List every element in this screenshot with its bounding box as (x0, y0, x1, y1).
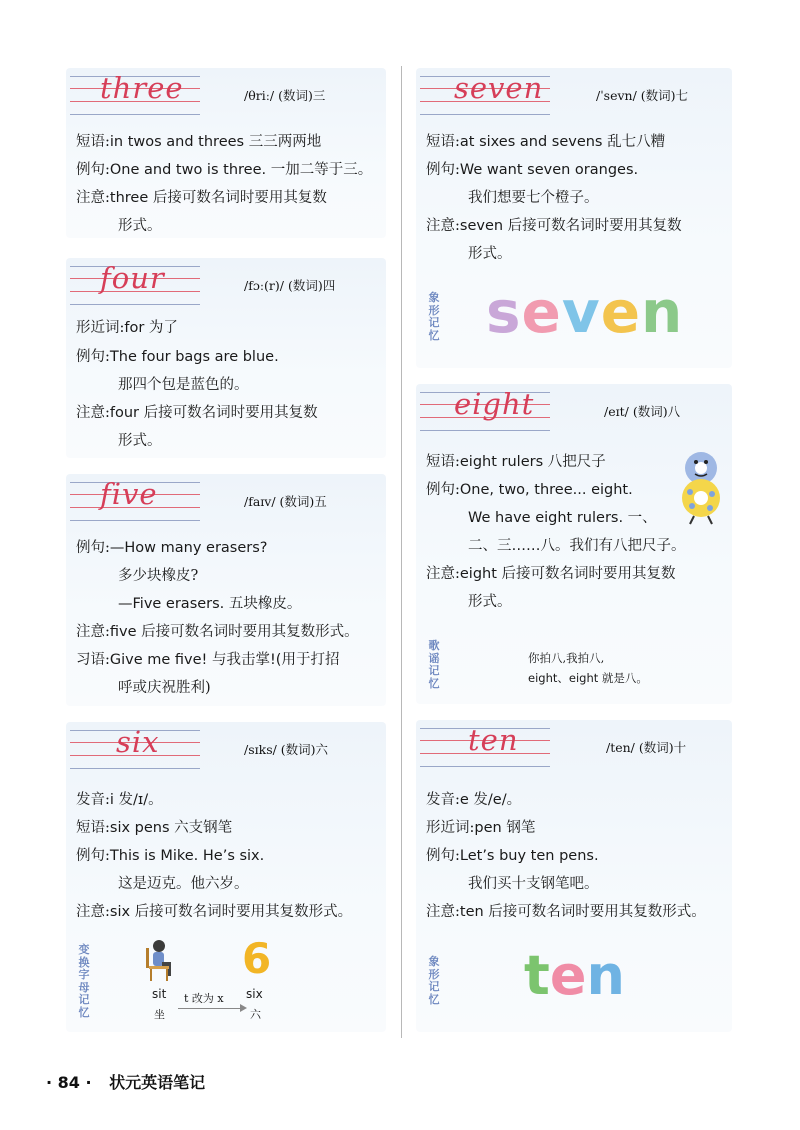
phonetic: /sɪks/ (数词)六 (244, 742, 329, 757)
entry-four (66, 258, 386, 458)
entry-line: 多少块橡皮? (118, 568, 199, 584)
entry-line: 例句:We want seven oranges. (426, 162, 639, 178)
entry-line: 注意:ten 后接可数名词时要用其复数形式。 (426, 904, 706, 920)
entry-line: 例句:Let’s buy ten pens. (426, 848, 599, 864)
ten-art-word: ten (524, 944, 625, 1007)
phonetic: /ˈsevn/ (数词)七 (596, 88, 689, 103)
to-word: six (246, 987, 263, 1001)
entry-line: 形式。 (118, 218, 162, 234)
entry-line: We have eight rulers. 一、 (468, 510, 657, 526)
entry-line: 注意:seven 后接可数名词时要用其复数 (426, 218, 682, 234)
memory-label: 象形记忆 (428, 955, 440, 1006)
entry-line: 注意:five 后接可数名词时要用其复数形式。 (76, 624, 359, 640)
arrow-line (178, 1008, 244, 1009)
entry-line: 形近词:pen 钢笔 (426, 820, 536, 836)
entry-line: 例句:The four bags are blue. (76, 349, 279, 365)
entry-seven (416, 68, 732, 368)
entry-line: 例句:One and two is three. 一加二等于三。 (76, 162, 373, 178)
memory-label: 象形记忆 (428, 291, 440, 342)
entry-six (66, 722, 386, 1032)
entry-line: 短语:six pens 六支钢笔 (76, 820, 233, 836)
memory-label: 歌谣记忆 (428, 639, 440, 690)
to-meaning: 六 (250, 1008, 261, 1021)
entry-line: 形近词:for 为了 (76, 320, 178, 336)
entry-five (66, 474, 386, 706)
headword: six (116, 725, 160, 759)
entry-line: 注意:eight 后接可数名词时要用其复数 (426, 566, 676, 582)
entry-line: 形式。 (468, 246, 512, 262)
entry-line: 发音:e 发/e/。 (426, 792, 522, 808)
headword: four (100, 261, 165, 295)
headword: eight (454, 387, 535, 421)
entry-six-header (66, 722, 386, 774)
seven-art-word: seven (486, 278, 684, 346)
entry-line: 例句:One, two, three... eight. (426, 482, 633, 498)
entry-line: 短语:in twos and threes 三三两两地 (76, 134, 322, 150)
change-rule: t 改为 x (184, 992, 224, 1005)
phonetic: /eɪt/ (数词)八 (604, 404, 681, 419)
column-divider (401, 66, 402, 1038)
rhyme-line: 你拍八,我拍八, (528, 651, 605, 665)
sitting-person-icon (144, 938, 174, 982)
entry-line: 那四个包是蓝色的。 (118, 377, 249, 393)
phonetic: /ten/ (数词)十 (606, 740, 687, 755)
entry-line: 习语:Give me five! 与我击掌!(用于打招 (76, 652, 340, 668)
entry-eight (416, 384, 732, 704)
entry-line: 注意:three 后接可数名词时要用其复数 (76, 190, 327, 206)
entry-three (66, 68, 386, 238)
from-meaning: 坐 (154, 1008, 165, 1021)
entry-line: 例句:This is Mike. He’s six. (76, 848, 265, 864)
entry-line: 形式。 (118, 433, 162, 449)
phonetic: /fɔː(r)/ (数词)四 (244, 278, 336, 293)
arrow-head-icon (240, 1004, 247, 1012)
phonetic: /θriː/ (数词)三 (244, 88, 326, 103)
from-word: sit (152, 987, 167, 1001)
phonetic: /faɪv/ (数词)五 (244, 494, 327, 509)
entry-line: 注意:four 后接可数名词时要用其复数 (76, 405, 318, 421)
book-title: 状元英语笔记 (109, 1073, 206, 1092)
entry-ten (416, 720, 732, 1032)
headword: three (100, 71, 184, 105)
digit-six-icon: 6 (242, 934, 272, 983)
rhyme-line: eight、eight 就是八。 (528, 671, 648, 685)
entry-line: 短语:eight rulers 八把尺子 (426, 454, 606, 470)
memory-label: 变换字母记忆 (78, 943, 90, 1019)
entry-line: 例句:—How many erasers? (76, 540, 268, 556)
entry-line: 注意:six 后接可数名词时要用其复数形式。 (76, 904, 353, 920)
entry-seven-header (416, 68, 732, 120)
headword: five (100, 477, 158, 511)
entry-five-header (66, 474, 386, 526)
entry-line: 我们买十支钢笔吧。 (468, 876, 599, 892)
entry-four-header (66, 258, 386, 310)
entry-ten-header (416, 720, 732, 772)
entry-line: 我们想要七个橙子。 (468, 190, 599, 206)
eight-character-icon (678, 448, 724, 526)
entry-three-header (66, 68, 386, 120)
entry-line: —Five erasers. 五块橡皮。 (118, 596, 302, 612)
entry-eight-header (416, 384, 732, 436)
headword: ten (468, 723, 519, 757)
page-footer (46, 1070, 205, 1093)
entry-line: 形式。 (468, 594, 512, 610)
entry-line: 这是迈克。他六岁。 (118, 876, 249, 892)
page-number: · 84 · (46, 1073, 92, 1092)
entry-line: 发音:i 发/ɪ/。 (76, 792, 163, 808)
entry-line: 短语:at sixes and sevens 乱七八糟 (426, 134, 666, 150)
headword: seven (454, 71, 544, 105)
entry-line: 二、三……八。我们有八把尺子。 (468, 538, 686, 554)
entry-line: 呼或庆祝胜利) (118, 680, 211, 696)
